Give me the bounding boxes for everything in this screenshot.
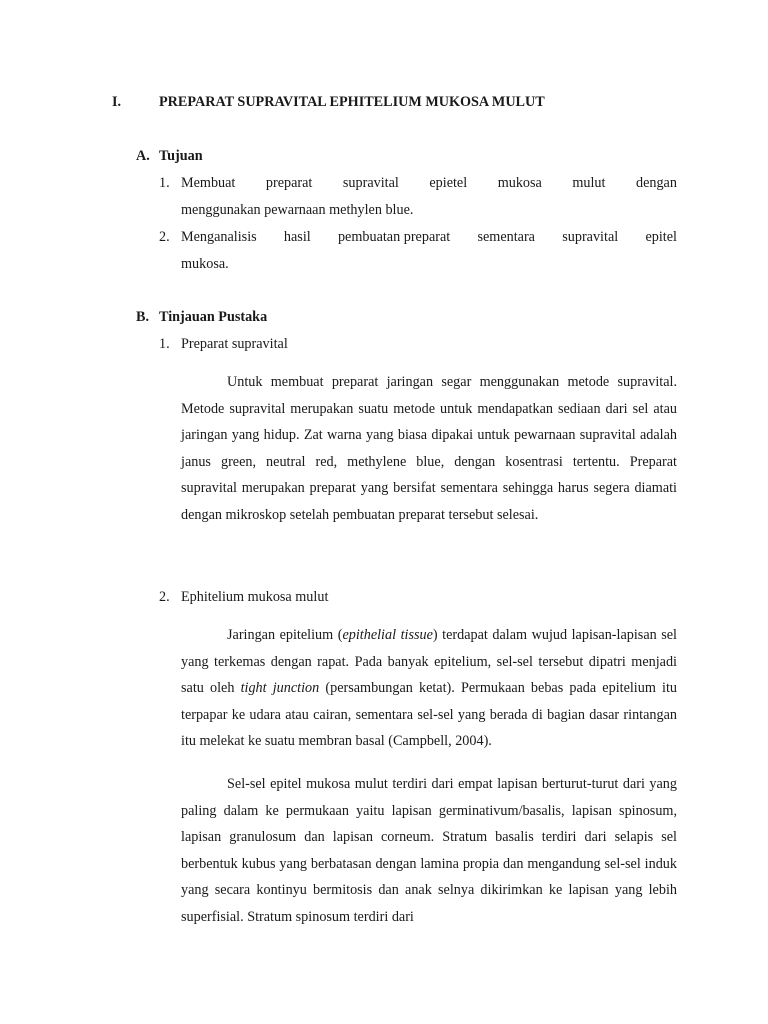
paragraph-text: [181, 622, 677, 755]
subsection-heading-tinjauan: Tinjauan Pustaka: [159, 309, 268, 325]
tinjauan-sub2-title: Ephitelium mukosa mulut: [181, 589, 329, 605]
word: dengan: [635, 175, 677, 191]
word: Membuat: [181, 175, 236, 191]
section-title: PREPARAT SUPRAVITAL EPHITELIUM MUKOSA MULUT: [159, 94, 545, 110]
word: epitel: [645, 229, 677, 245]
tinjauan-sub1-title: Preparat supravital: [181, 336, 288, 352]
word: Menganalisis: [181, 229, 257, 245]
subsection-letter-a: A.: [136, 148, 150, 164]
word: sementara: [477, 229, 535, 245]
tinjauan-sub2-number: 2.: [159, 589, 170, 605]
italic-term: tight junction: [240, 680, 320, 696]
text-run: Jaringan epitelium (: [227, 627, 343, 643]
paragraph-preparat-supravital: [181, 369, 677, 528]
word: pembuatan preparat: [337, 229, 451, 245]
tinjauan-sub1-number: 1.: [159, 336, 170, 352]
tujuan-item-2-line1: [181, 229, 677, 246]
word: preparat: [265, 175, 313, 191]
word: supravital: [342, 175, 399, 191]
paragraph-sel-epitel: [181, 771, 677, 930]
word: epietel: [429, 175, 468, 191]
paragraph-jaringan-epitelium: [181, 622, 677, 755]
text-run: ) terdapat dalam wujud lapisan-lapisan sel yang terkemas dengan rapat. Pada banyak epitelium, sel-sel tersebut dipatri menjadi satu oleh: [181, 627, 678, 696]
word: mukosa: [497, 175, 542, 191]
subsection-letter-b: B.: [136, 309, 150, 325]
word: hasil: [283, 229, 311, 245]
subsection-heading-tujuan: Tujuan: [159, 148, 203, 164]
paragraph-text: Sel-sel epitel mukosa mulut terdiri dari empat lapisan berturut-turut dari yang paling dalam ke permukaan yaitu lapisan germinativum/basalis, lapisan spinosum, lapisan granulosum dan lapisan corneum. Stratum basalis terdiri dari selapis sel berbentuk kubus yang berbatasan dengan lamina propia dan mengandung sel-sel induk yang secara kontinyu bermitosis dan anak selnya dikirimkan ke lapisan yang lebih superfisial. Stratum spinosum terdiri dari: [181, 776, 677, 925]
tujuan-item-1-number: 1.: [159, 175, 170, 191]
tujuan-item-1-line1: [181, 175, 677, 192]
paragraph-text: Untuk membuat preparat jaringan segar menggunakan metode supravital. Metode supravital merupakan suatu metode untuk mendapatkan sediaan dari sel atau jaringan yang hidup. Zat warna yang biasa dipakai untuk pewarnaan supravital adalah janus green, neutral red, methylene blue, dengan kosentrasi tertentu. Preparat supravital merupakan preparat yang bersifat sementara sehingga harus segera diamati dengan mikroskop setelah pembuatan preparat tersebut selesai.: [181, 374, 677, 523]
tujuan-item-2-line2: mukosa.: [181, 256, 229, 272]
word: supravital: [562, 229, 619, 245]
tujuan-item-2-number: 2.: [159, 229, 170, 245]
italic-term: epithelial tissue: [342, 627, 433, 643]
text-run: (persambungan ketat). Permukaan bebas pada epitelium itu terpapar ke udara atau cairan, sementara sel-sel yang berada di bagian dasar rintangan itu melekat ke suatu membran basal (Campbell, 2004).: [181, 680, 678, 749]
word: mulut: [572, 175, 606, 191]
tujuan-item-1-line2: menggunakan pewarnaan methylen blue.: [181, 202, 414, 218]
section-number: I.: [112, 94, 122, 110]
